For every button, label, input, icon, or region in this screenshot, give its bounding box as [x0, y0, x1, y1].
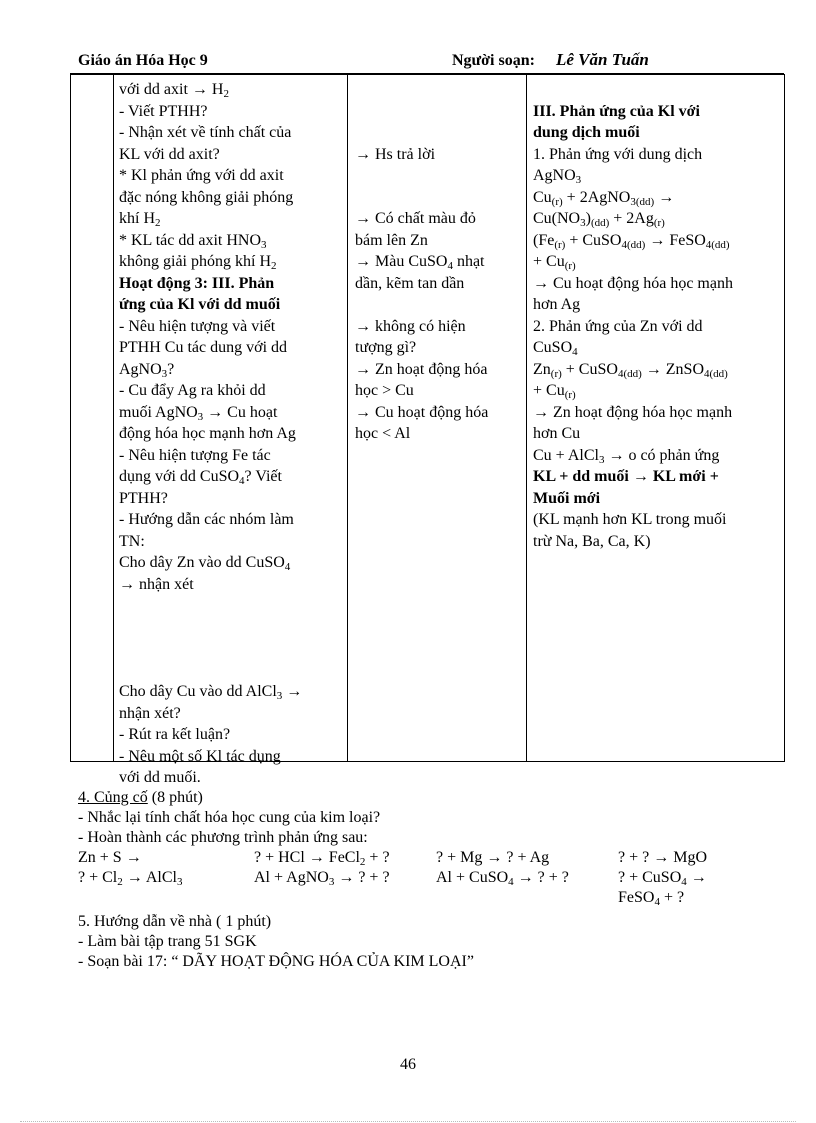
- author-label: Người soạn:: [452, 52, 535, 69]
- text-line: 2. Phản ứng của Zn với dd: [533, 317, 703, 335]
- post-table-section: [78, 788, 778, 972]
- text-line: tượng gì?: [355, 339, 417, 356]
- text-line: - Rút ra kết luận?: [119, 726, 231, 743]
- content-cell: [533, 79, 778, 552]
- text-line: học < Al: [355, 425, 411, 442]
- text-line: - Hướng dẫn các nhóm làm: [119, 511, 294, 528]
- equation-item: Al + AgNO$_3$ → ? + ?: [254, 869, 390, 888]
- text-line: - Nhận xét về tính chất của: [119, 124, 292, 141]
- homework-item: - Soạn bài 17: “ DÃY HOẠT ĐỘNG HÓA CỦA KIM LOẠI”: [78, 953, 474, 970]
- text-line: học > Cu: [355, 382, 414, 399]
- equation-line: $Zn_{(r)}$ + CuSO$_{4(dd)}$ → ZnSO$_{4(dd)}$: [533, 360, 728, 380]
- text-line: → Màu CuSO$_4$ nhạt: [355, 253, 485, 272]
- equation-line: + $Cu_{(r)}$: [533, 253, 576, 272]
- equation-line: + $Cu_{(r)}$: [533, 382, 576, 401]
- homework-item: - Làm bài tập trang 51 SGK: [78, 933, 257, 950]
- text-line: - Hoàn thành các phương trình phản ứng sau:: [78, 829, 368, 846]
- section-heading: III. Phản ứng của Kl với: [533, 102, 700, 120]
- equation-item: Zn + S →: [78, 849, 142, 866]
- text-line: hơn Ag: [533, 296, 581, 313]
- text-line: → không có hiện: [355, 317, 466, 335]
- text-line: - Nêu một số Kl tác dụng: [119, 747, 281, 765]
- text-line: khí $H_2$: [119, 210, 161, 229]
- text-line: CuSO$_4$: [533, 339, 578, 358]
- general-rule: KL + dd muối → KL mới +: [533, 468, 719, 485]
- text-line: → Hs trả lời: [355, 145, 436, 163]
- text-line: với dd muối.: [119, 769, 201, 786]
- text-line: động hóa học mạnh hơn Ag: [119, 425, 296, 442]
- student-activity-cell: [355, 79, 525, 445]
- text-line: KL với dd axit?: [119, 145, 220, 163]
- section-heading: dung dịch muối: [533, 124, 640, 141]
- text-line: không giải phóng khí $H_2$: [119, 253, 277, 272]
- column-divider: [526, 75, 527, 761]
- equation-line: ($Fe_{(r)}$ + CuSO$_{4(dd)}$ → FeSO$_{4(dd)}$: [533, 231, 730, 251]
- text-line: → nhận xét: [119, 575, 194, 593]
- text-line: Cho dây Zn vào dd CuSO$_4$: [119, 554, 291, 573]
- text-line: → Zn hoạt động hóa: [355, 360, 488, 378]
- text-line: - Nhắc lại tính chất hóa học cung của kim loại?: [78, 809, 381, 826]
- equation-line: $Cu_{(r)}$ + 2AgNO$_{3(dd)}$ →: [533, 188, 675, 208]
- text-line: AgNO$_3$: [533, 167, 582, 186]
- footer-rule: [20, 1121, 796, 1122]
- text-line: TN:: [119, 532, 145, 550]
- page-number: 46: [400, 1056, 416, 1073]
- text-line: dụng với dd CuSO$_4$? Viết: [119, 468, 282, 487]
- text-line: PTHH?: [119, 489, 168, 507]
- page-header: [78, 52, 784, 74]
- text-line: nhận xét?: [119, 704, 181, 722]
- text-line: - Viết PTHH?: [119, 102, 208, 120]
- text-line: → Cu hoạt động hóa: [355, 403, 489, 421]
- text-line: trừ Na, Ba, Ca, K): [533, 532, 651, 550]
- equation-line: $Cu(NO_3)_{(dd)} + 2Ag_{(r)}$: [533, 210, 665, 229]
- equation-item: Al + CuSO$_4$ → ? + ?: [436, 869, 569, 888]
- consolidation-heading: 4. Củng cố (8 phút): [78, 789, 203, 806]
- text-line: * Kl phản ứng với dd axit: [119, 167, 284, 184]
- author-name: Lê Văn Tuấn: [556, 50, 649, 69]
- document-subject: Giáo án Hóa Học 9: [78, 52, 208, 69]
- text-line: PTHH Cu tác dung với dd: [119, 339, 288, 356]
- teacher-activity-cell: [119, 79, 349, 789]
- lesson-table: [70, 74, 785, 786]
- activity-heading: ứng của Kl với dd muối: [119, 296, 281, 313]
- equation-item: ? + $Cl_2$ → AlCl$_3$: [78, 869, 183, 888]
- activity-heading: Hoạt động 3: III. Phản: [119, 274, 275, 292]
- equation-item: ? + ? → MgO: [618, 849, 708, 866]
- equation-item: ? + HCl → FeCl$_2$ + ?: [254, 849, 390, 868]
- text-line: → Zn hoạt động hóa học mạnh: [533, 403, 733, 421]
- text-line: (KL mạnh hơn KL trong muối: [533, 511, 727, 528]
- text-line: → Có chất màu đỏ: [355, 210, 476, 227]
- equation-grid: [78, 848, 778, 908]
- text-line: - Nêu hiện tượng và viết: [119, 317, 276, 335]
- equation-item: ? + Mg → ? + Ag: [436, 849, 550, 866]
- text-line: với dd axit → $H_2$: [119, 81, 229, 100]
- text-line: * KL tác dd axit $HNO_3$: [119, 231, 267, 251]
- text-line: - Nêu hiện tượng Fe tác: [119, 446, 271, 464]
- text-line: Cho dây Cu vào dd AlCl$_3$ →: [119, 683, 303, 702]
- equation-item: ? + CuSO$_4$ → FeSO$_4$ + ?: [618, 869, 707, 908]
- text-line: 1. Phản ứng với dung dịch: [533, 145, 703, 163]
- equation-line: Cu + AlCl$_3$ → o có phản ứng: [533, 446, 720, 466]
- text-line: → Cu hoạt động hóa học mạnh: [533, 274, 733, 292]
- text-line: bám lên Zn: [355, 231, 428, 249]
- column-divider: [113, 75, 114, 761]
- text-line: hơn Cu: [533, 425, 581, 442]
- general-rule: Muối mới: [533, 489, 601, 507]
- text-line: - Cu đẩy Ag ra khỏi dd: [119, 382, 266, 399]
- homework-heading: 5. Hướng dẫn về nhà ( 1 phút): [78, 913, 272, 930]
- text-line: muối AgNO$_3$ → Cu hoạt: [119, 403, 278, 423]
- text-line: đặc nóng không giải phóng: [119, 188, 294, 206]
- text-line: dần, kẽm tan dần: [355, 274, 465, 292]
- text-line: AgNO$_3$?: [119, 360, 175, 380]
